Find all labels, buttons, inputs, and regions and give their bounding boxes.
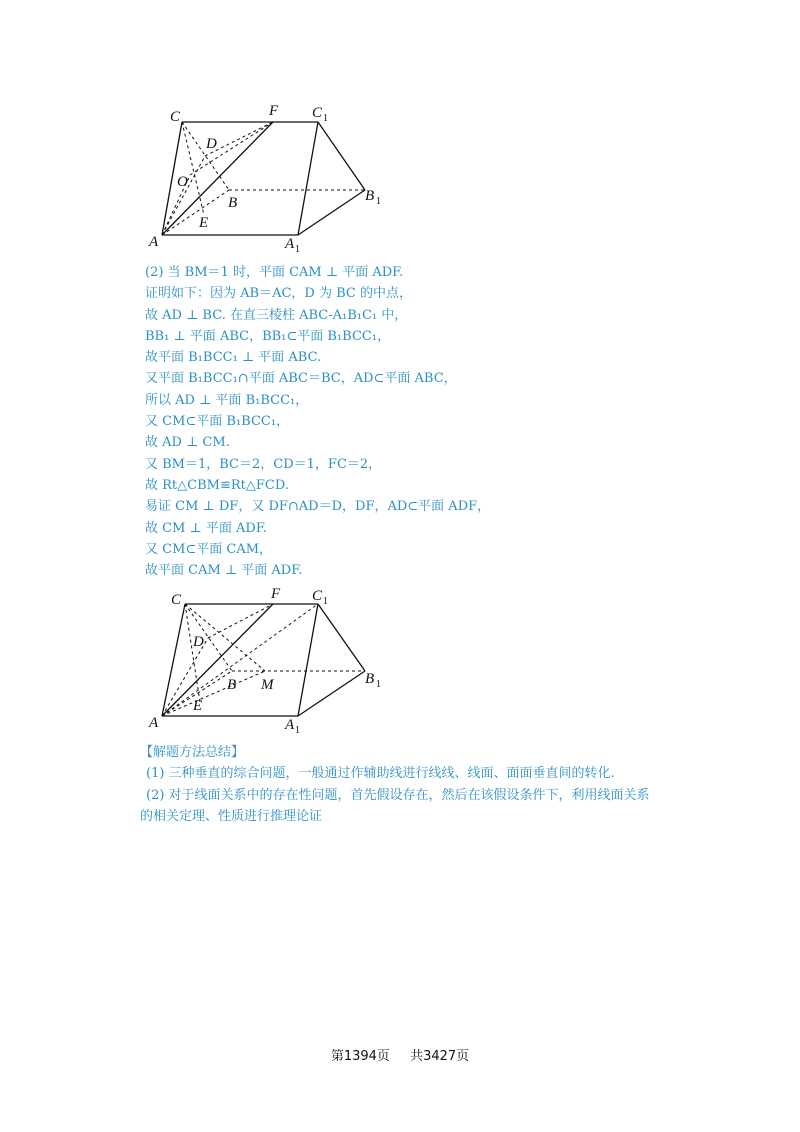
proof-line: 故 AD ⊥ BC. 在直三棱柱 ABC-A₁B₁C₁ 中， bbox=[145, 307, 408, 323]
label-B1-sub: 1 bbox=[376, 679, 381, 690]
label-B: B bbox=[227, 677, 237, 693]
label-E: E bbox=[193, 698, 203, 714]
summary-point-2-continued: 的相关定理、性质进行推理论证 bbox=[140, 808, 323, 824]
label-B1: B bbox=[365, 671, 375, 687]
proof-line: 又 BM＝1，BC＝2，CD＝1，FC＝2， bbox=[145, 456, 382, 472]
label-O: O bbox=[177, 174, 188, 190]
label-D: D bbox=[206, 136, 217, 152]
page-footer bbox=[0, 1045, 800, 1064]
label-C1-sub: 1 bbox=[323, 596, 328, 607]
label-F: F bbox=[271, 586, 281, 602]
proof-line: 故 AD ⊥ CM. bbox=[145, 435, 230, 451]
label-B1-sub: 1 bbox=[376, 196, 381, 207]
prism-figure-1 bbox=[140, 100, 400, 260]
proof-line: 证明如下：因为 AB＝AC，D 为 BC 的中点， bbox=[145, 286, 412, 302]
summary-heading: 【解题方法总结】 bbox=[140, 745, 245, 760]
label-C: C bbox=[170, 109, 181, 125]
proof-line: 又平面 B₁BCC₁∩平面 ABC＝BC，AD⊂平面 ABC， bbox=[145, 371, 457, 387]
proof-line: 故 Rt△CBM≌Rt△FCD. bbox=[145, 477, 289, 493]
proof-line: (2) 当 BM＝1 时，平面 CAM ⊥ 平面 ADF. bbox=[145, 265, 404, 280]
label-C1-sub: 1 bbox=[323, 113, 328, 124]
proof-line: 故平面 CAM ⊥ 平面 ADF. bbox=[145, 563, 303, 579]
proof-line: 所以 AD ⊥ 平面 B₁BCC₁， bbox=[145, 392, 309, 408]
label-A: A bbox=[149, 715, 159, 731]
proof-line: BB₁ ⊥ 平面 ABC，BB₁⊂平面 B₁BCC₁， bbox=[145, 328, 391, 344]
label-M: M bbox=[261, 677, 274, 693]
summary-point-1: (1) 三种垂直的综合问题，一般通过作辅助线进行线线、线面、面面垂直间的转化. bbox=[146, 766, 615, 782]
label-F: F bbox=[269, 103, 279, 119]
label-E: E bbox=[199, 215, 209, 231]
label-A1: A bbox=[285, 236, 295, 252]
label-C1: C bbox=[312, 588, 323, 604]
prism-figure-2 bbox=[140, 586, 400, 741]
proof-line: 故平面 B₁BCC₁ ⊥ 平面 ABC. bbox=[145, 350, 322, 366]
proof-line: 又 CM⊂平面 B₁BCC₁， bbox=[145, 414, 290, 430]
label-A: A bbox=[149, 234, 159, 250]
proof-line: 故 CM ⊥ 平面 ADF. bbox=[145, 520, 267, 536]
proof-line: 又 CM⊂平面 CAM， bbox=[145, 541, 273, 557]
label-A1-sub: 1 bbox=[295, 244, 300, 255]
label-C1: C bbox=[312, 105, 323, 121]
method-summary bbox=[140, 742, 680, 827]
proof-line: 易证 CM ⊥ DF，又 DF∩AD＝D，DF，AD⊂平面 ADF， bbox=[145, 499, 491, 515]
proof-text bbox=[145, 262, 665, 581]
label-A1-sub: 1 bbox=[295, 725, 300, 736]
total-pages: 共3427页 bbox=[410, 1049, 470, 1064]
label-D: D bbox=[193, 634, 204, 650]
label-B1: B bbox=[365, 188, 375, 204]
label-B: B bbox=[228, 195, 238, 211]
label-A1: A bbox=[285, 717, 295, 733]
page-number: 第1394页 bbox=[330, 1049, 390, 1064]
label-C: C bbox=[171, 592, 182, 608]
summary-point-2: (2) 对于线面关系中的存在性问题，首先假设存在，然后在该假设条件下，利用线面关系 bbox=[146, 787, 650, 803]
